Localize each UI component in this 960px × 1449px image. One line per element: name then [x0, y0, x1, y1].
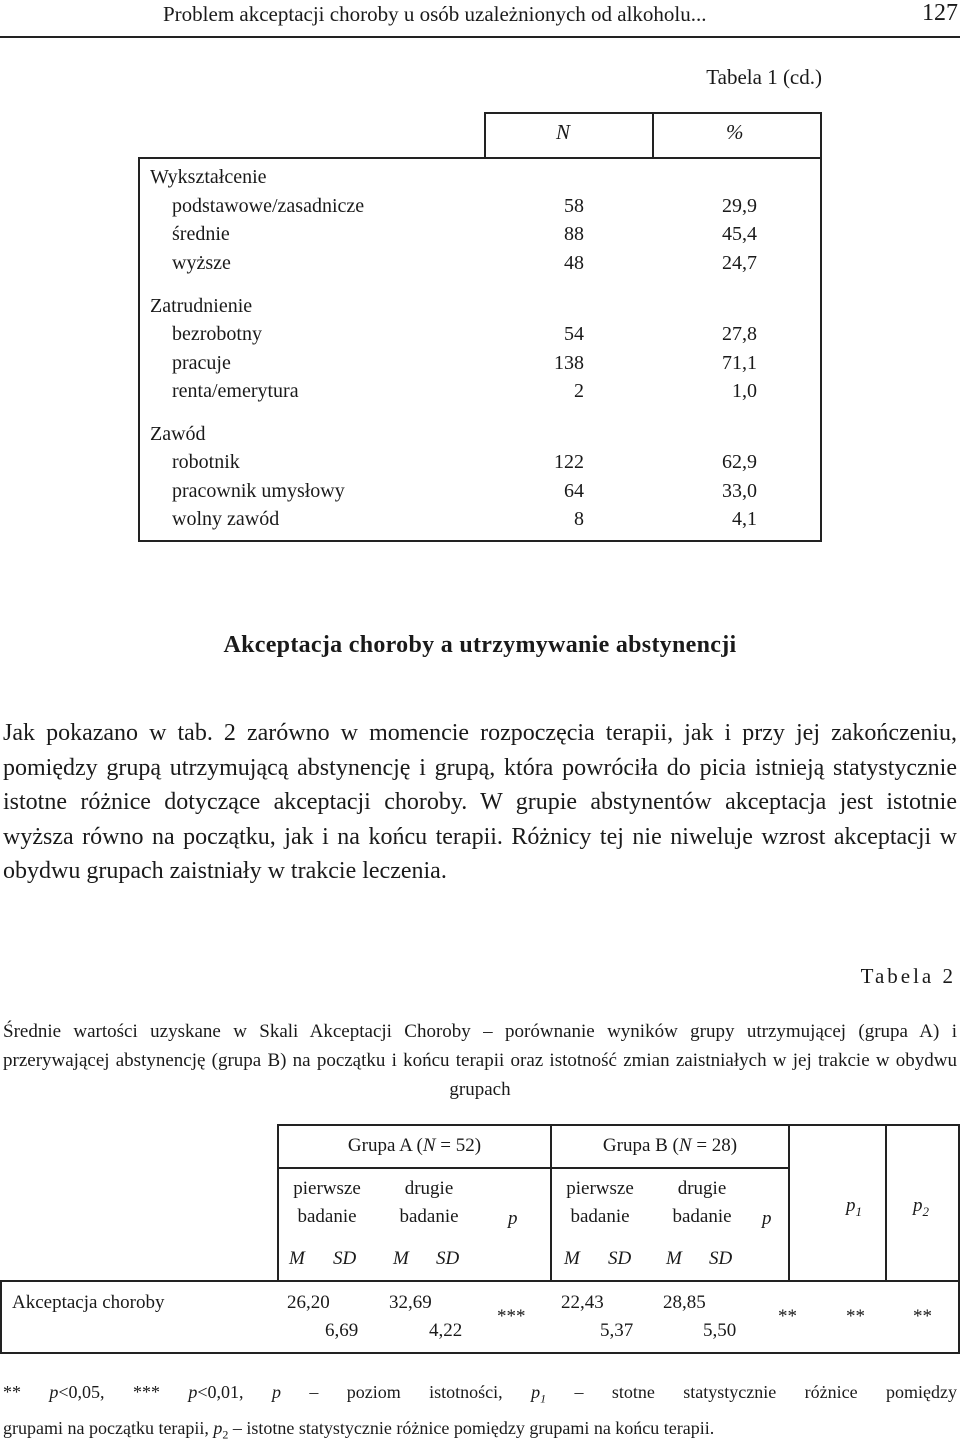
- a2-sd-header: SD: [436, 1248, 460, 1269]
- table1-col-pct: %: [726, 120, 744, 144]
- p2-header: [913, 1195, 929, 1220]
- b1-sd-header: SD: [608, 1248, 632, 1269]
- table2-bottom-rule: [0, 1352, 960, 1354]
- fn-text: <0,05, ***: [58, 1382, 189, 1402]
- row-label: renta/emerytura: [172, 380, 299, 402]
- b2-mean: 28,85: [663, 1292, 706, 1313]
- row-n: 48: [564, 252, 584, 274]
- row-n: 8: [574, 508, 584, 530]
- running-header: [0, 0, 960, 40]
- p1-base: p: [846, 1195, 856, 1216]
- row-label: pracuje: [172, 352, 231, 374]
- row-n: 54: [564, 323, 584, 345]
- p1-value: **: [846, 1306, 865, 1327]
- table2-group-rule: [277, 1167, 789, 1169]
- fn-text: grupami na początku terapii,: [3, 1417, 214, 1438]
- row-pct: 27,8: [722, 323, 757, 345]
- p2-value: **: [913, 1306, 932, 1327]
- table2-title: Średnie wartości uzyskane w Skali Akceptacji Choroby – porównanie wyników grupy utrzymującej (grupa A) i przerywającej abstynencję (grupa B) na początku i końcu terapii oraz istotność zmian zaistniałych w jej trakcie w obydwu grupach: [3, 1021, 957, 1100]
- group-b-suffix: = 28): [691, 1135, 738, 1156]
- row-n: 138: [554, 352, 584, 374]
- row-pct: 24,7: [722, 252, 757, 274]
- row-label: Akceptacja choroby: [12, 1292, 165, 1313]
- a1-m-header: M: [289, 1248, 305, 1269]
- table1-bottom-rule: [138, 540, 822, 542]
- row-label: bezrobotny: [172, 323, 262, 345]
- table1: [138, 112, 822, 542]
- group-a-header: [279, 1132, 550, 1160]
- group-label: Zawód: [150, 423, 206, 445]
- a-second-exam-header: [382, 1175, 476, 1231]
- table1-caption: Tabela 1 (cd.): [706, 65, 822, 89]
- b2-sd-header: SD: [709, 1248, 733, 1269]
- group-b-prefix: Grupa B (: [602, 1135, 679, 1156]
- fn-text: – poziom istotności,: [280, 1382, 532, 1402]
- row-pct: 1,0: [732, 380, 757, 402]
- table1-right-rule: [820, 112, 822, 542]
- row-label: wolny zawód: [172, 508, 280, 530]
- group-label: Zatrudnienie: [150, 295, 253, 317]
- row-n: 122: [554, 451, 584, 473]
- a1-mean: 26,20: [287, 1292, 330, 1313]
- fn-p1: p: [531, 1382, 541, 1402]
- row-pct: 45,4: [722, 223, 757, 245]
- a-p-value: ***: [497, 1306, 526, 1327]
- header-rule: [0, 36, 960, 38]
- row-pct: 4,1: [732, 508, 757, 530]
- b-p-value: **: [778, 1306, 797, 1327]
- b2-sd: 5,50: [703, 1320, 737, 1341]
- group-a-prefix: Grupa A (: [347, 1135, 423, 1156]
- table2-col-rule: [788, 1124, 790, 1282]
- table2: [0, 1124, 960, 1356]
- a1-sd-header: SD: [333, 1248, 357, 1269]
- exam-label: badanie: [672, 1206, 732, 1227]
- group-b-n-symbol: N: [678, 1135, 692, 1156]
- section-heading: Akceptacja choroby a utrzymywanie abstynencji: [223, 632, 737, 658]
- table2-caption: Tabela 2: [860, 964, 956, 988]
- p2-sub: 2: [922, 1203, 929, 1219]
- table2-footnote: [3, 1378, 957, 1449]
- row-pct: 33,0: [722, 480, 757, 502]
- fn-p: p: [188, 1382, 198, 1402]
- a2-mean: 32,69: [389, 1292, 432, 1313]
- exam-label: badanie: [399, 1206, 459, 1227]
- a-p-header: p: [508, 1208, 518, 1229]
- fn-p: p: [271, 1382, 281, 1402]
- fn-p: p: [49, 1382, 59, 1402]
- group-label: Wykształcenie: [150, 166, 267, 188]
- p2-base: p: [913, 1195, 923, 1216]
- a1-sd: 6,69: [325, 1320, 359, 1341]
- row-n: 64: [564, 480, 584, 502]
- fn-p2-sub: 2: [222, 1427, 229, 1442]
- table2-left-rule: [0, 1280, 2, 1354]
- row-label: pracownik umysłowy: [172, 480, 345, 502]
- fn-text: – stotne statystycznie różnice pomiędzy: [546, 1382, 957, 1402]
- exam-label: badanie: [297, 1206, 357, 1227]
- b-second-exam-header: [655, 1175, 749, 1231]
- body-paragraph: Jak pokazano w tab. 2 zarówno w momencie rozpoczęcia terapii, jak i przy jej zakończeniu, pomiędzy grupą utrzymującą abstynencję i grupą, która powróciła do picia istnieją statystycznie istotne różnice dotyczące akceptacji choroby. W grupie abstynentów akceptacja jest istotnie wyższa równo na początku, jak i na końcu terapii. Różnicy tej nie niweluje wzrost akceptacji w obydwu grupach zaistniały w trakcie leczenia.: [3, 720, 957, 884]
- b-p-header: p: [762, 1208, 772, 1229]
- b1-mean: 22,43: [561, 1292, 604, 1313]
- a2-sd: 4,22: [429, 1320, 463, 1341]
- table1-header-rule: [138, 157, 822, 159]
- footnote-line-2: [3, 1414, 957, 1449]
- a-first-exam-header: [280, 1175, 374, 1231]
- b-first-exam-header: [553, 1175, 647, 1231]
- first-label: pierwsze: [293, 1178, 361, 1199]
- row-n: 58: [564, 195, 584, 217]
- fn-p2: p: [213, 1417, 223, 1438]
- b1-m-header: M: [564, 1248, 580, 1269]
- row-pct: 29,9: [722, 195, 757, 217]
- row-n: 88: [564, 223, 584, 245]
- fn-text: <0,01,: [197, 1382, 272, 1402]
- table1-col-rule-2: [652, 112, 654, 159]
- group-b-header: [552, 1132, 788, 1160]
- p1-header: [846, 1195, 862, 1220]
- p1-sub: 1: [855, 1203, 862, 1219]
- page-number: 127: [922, 0, 958, 26]
- b2-m-header: M: [666, 1248, 682, 1269]
- table2-top-rule: [277, 1124, 959, 1126]
- row-n: 2: [574, 380, 584, 402]
- second-label: drugie: [404, 1178, 454, 1199]
- table1-left-rule: [138, 157, 140, 542]
- exam-label: badanie: [570, 1206, 630, 1227]
- row-label: wyższe: [172, 252, 231, 274]
- table1-col-n: N: [556, 120, 571, 144]
- fn-p1-sub: 1: [540, 1391, 547, 1406]
- table2-header-rule: [0, 1280, 960, 1282]
- row-label: podstawowe/zasadnicze: [172, 195, 365, 217]
- fn-text: **: [3, 1382, 50, 1402]
- table1-col-rule-1: [484, 112, 486, 159]
- group-a-n-symbol: N: [422, 1135, 436, 1156]
- footnote-line-1: [3, 1378, 957, 1414]
- running-header-title: Problem akceptacji choroby u osób uzależnionych od alkoholu...: [163, 2, 707, 26]
- second-label: drugie: [677, 1178, 727, 1199]
- row-label: średnie: [172, 223, 230, 245]
- b1-sd: 5,37: [600, 1320, 634, 1341]
- row-pct: 71,1: [722, 352, 757, 374]
- row-label: robotnik: [172, 451, 240, 473]
- a2-m-header: M: [393, 1248, 409, 1269]
- first-label: pierwsze: [566, 1178, 634, 1199]
- table2-col-rule: [885, 1124, 887, 1282]
- row-pct: 62,9: [722, 451, 757, 473]
- fn-text: – istotne statystycznie różnice pomiędzy grupami na końcu terapii.: [228, 1417, 715, 1438]
- group-a-suffix: = 52): [435, 1135, 482, 1156]
